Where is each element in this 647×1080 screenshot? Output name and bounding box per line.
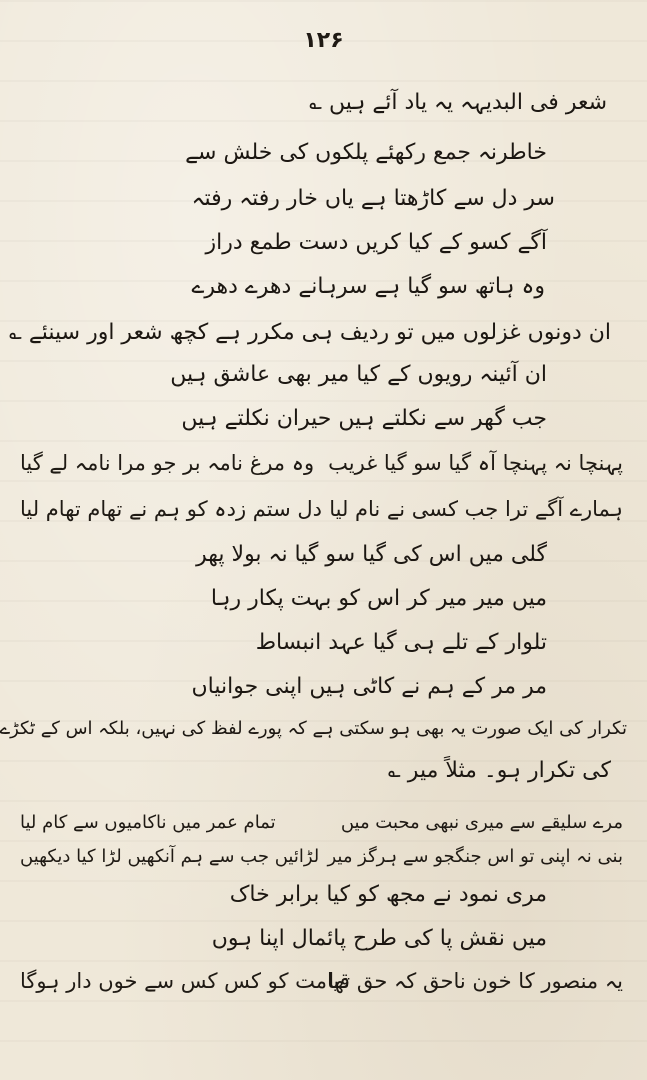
- couplet-left-misra: دل ستم زدہ کو ہم نے تھام تھام لیا: [20, 497, 322, 521]
- verse-line: وہ ہاتھ سو گیا ہے سرہانے دھرے دھرے: [191, 274, 545, 299]
- prose-line: ان دونوں غزلوں میں تو ردیف ہی مکرر ہے کچھ شعر اور سینئے ؎: [8, 320, 611, 345]
- verse-line: خاطرنہ جمع رکھئے پلکوں کی خلش سے: [185, 140, 547, 165]
- verse-line: سر دل سے کاڑھتا ہے یاں خار رفتہ رفتہ: [191, 186, 555, 211]
- couplet-row: [20, 808, 623, 840]
- verse-line: میں نقش پا کی طرح پائمال اپنا ہوں: [211, 926, 547, 951]
- couplet-right-misra: مرے سلیقے سے میری نبھی محبت میں: [340, 812, 623, 833]
- verse-line: مری نمود نے مجھ کو کیا برابر خاک: [229, 882, 547, 907]
- intro-line: شعر فی البدیہہ یہ یاد آئے ہیں ؎: [309, 90, 607, 115]
- couplet-right-misra: یہ منصور کا خون ناحق کہ حق تھا: [328, 969, 623, 993]
- verse-line: میں میر میر کر اس کو بہت پکار رہا: [210, 586, 547, 611]
- verse-line: مر مر کے ہم نے کاٹی ہیں اپنی جوانیاں: [191, 674, 547, 699]
- couplet-row: [20, 448, 623, 480]
- couplet-left-misra: قیامت کو کس کس سے خوں دار ہوگا: [20, 969, 350, 993]
- verse-line: گلی میں اس کی گیا سو گیا نہ بولا پھر: [196, 542, 547, 567]
- verse-line: جب گھر سے نکلتے ہیں حیران نکلتے ہیں: [181, 406, 547, 431]
- couplet-left-misra: لڑائیں جب سے ہم آنکھیں لڑا کیا دیکھیں: [20, 846, 320, 867]
- couplet-right-misra: بنی نہ اپنی تو اس جنگجو سے ہرگز میر: [327, 846, 623, 867]
- verse-line: آگے کسو کے کیا کریں دست طمع دراز: [205, 230, 547, 255]
- couplet-left-misra: تمام عمر میں ناکامیوں سے کام لیا: [20, 812, 276, 833]
- verse-line: ان آئینہ رویوں کے کیا میر بھی عاشق ہیں: [170, 362, 547, 387]
- verse-line: تلوار کے تلے ہی گیا عہد انبساط: [255, 630, 547, 655]
- couplet-row: [20, 842, 623, 874]
- couplet-left-misra: وہ مرغ نامہ بر جو مرا نامہ لے گیا: [20, 451, 315, 475]
- couplet-right-misra: ہمارے آگے ترا جب کسی نے نام لیا: [329, 497, 623, 521]
- page-number: ۱۲۶: [303, 28, 344, 53]
- couplet-row: [20, 966, 623, 998]
- couplet-row: [20, 494, 623, 526]
- couplet-right-misra: پہنچا نہ پہنچا آہ گیا سو گیا غریب: [328, 451, 623, 475]
- prose-line: کی تکرار ہو۔ مثلاً میر ؎: [387, 758, 611, 783]
- prose-line: تکرار کی ایک صورت یہ بھی ہو سکتی ہے کہ پورے لفظ کی نہیں، بلکہ اس کے ٹکڑے: [0, 718, 627, 739]
